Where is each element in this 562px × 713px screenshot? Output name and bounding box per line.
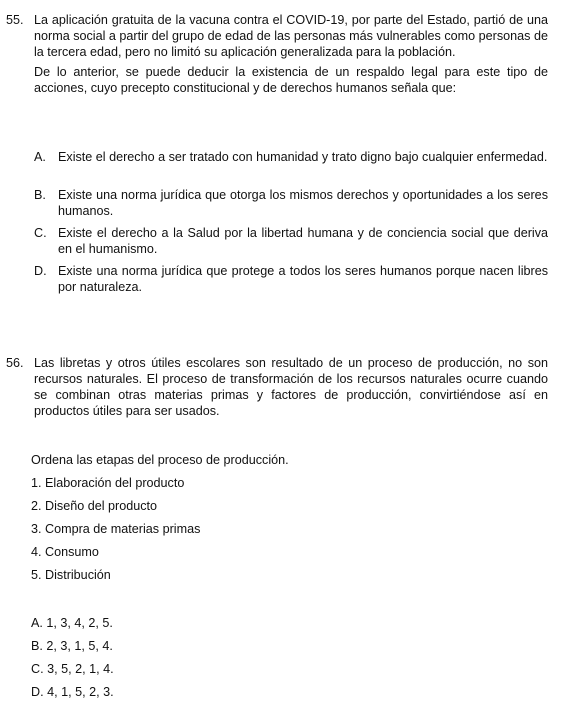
question-55-paragraph-1: La aplicación gratuita de la vacuna contra el COVID-19, por parte del Estado, partió de una norma social a partir del grupo de edad de las personas más vulnerables como personas de la tercera edad, pero no limitó su aplicación generalizada para la población. bbox=[34, 13, 548, 59]
question-number: 56. bbox=[6, 356, 24, 370]
option-b[interactable] bbox=[34, 187, 562, 225]
answer-option-a[interactable]: A. 1, 3, 4, 2, 5. bbox=[31, 616, 113, 630]
question-56-options bbox=[31, 615, 114, 707]
option-text: Existe el derecho a la Salud por la libertad humana y de conciencia social que deriva en el humanismo. bbox=[58, 226, 548, 256]
question-55-paragraph-2: De lo anterior, se puede deducir la existencia de un respaldo legal para este tipo de acciones, cuyo precepto constitucional y de derechos humanos señala que: bbox=[34, 65, 548, 95]
question-55 bbox=[0, 12, 562, 96]
option-a[interactable] bbox=[34, 149, 562, 187]
option-c[interactable] bbox=[34, 225, 562, 263]
question-55-stem bbox=[0, 12, 562, 96]
production-step: 5. Distribución bbox=[31, 568, 111, 582]
production-step: 4. Consumo bbox=[31, 545, 99, 559]
answer-option-d[interactable]: D. 4, 1, 5, 2, 3. bbox=[31, 685, 114, 699]
answer-option-b[interactable]: B. 2, 3, 1, 5, 4. bbox=[31, 639, 113, 653]
answer-option-c[interactable]: C. 3, 5, 2, 1, 4. bbox=[31, 662, 114, 676]
question-55-options bbox=[34, 149, 562, 301]
question-number: 55. bbox=[6, 13, 24, 27]
option-text: Existe una norma jurídica que otorga los mismos derechos y oportunidades a los seres humanos. bbox=[58, 188, 548, 218]
option-letter: B. bbox=[34, 188, 46, 202]
option-letter: C. bbox=[34, 226, 47, 240]
option-letter: D. bbox=[34, 264, 47, 278]
question-56-paragraph: Las libretas y otros útiles escolares son resultado de un proceso de producción, no son recursos naturales. El proceso de transformación de los recursos naturales ocurre cuando se combinan otras materias primas y factores de producción, convirtiéndose así en productos útiles para ser usados. bbox=[34, 356, 548, 418]
production-steps-list bbox=[31, 475, 200, 590]
production-step: 2. Diseño del producto bbox=[31, 499, 158, 513]
question-56-stem bbox=[0, 355, 562, 419]
option-text: Existe el derecho a ser tratado con humanidad y trato digno bajo cualquier enfermedad. bbox=[58, 150, 548, 164]
production-step: 3. Compra de materias primas bbox=[31, 522, 201, 536]
question-56-instruction: Ordena las etapas del proceso de producción. bbox=[31, 453, 289, 467]
production-step: 1. Elaboración del producto bbox=[31, 476, 185, 490]
option-letter: A. bbox=[34, 150, 46, 164]
option-d[interactable] bbox=[34, 263, 562, 301]
option-text: Existe una norma jurídica que protege a todos los seres humanos porque nacen libres por naturaleza. bbox=[58, 264, 548, 294]
question-56 bbox=[0, 355, 562, 419]
